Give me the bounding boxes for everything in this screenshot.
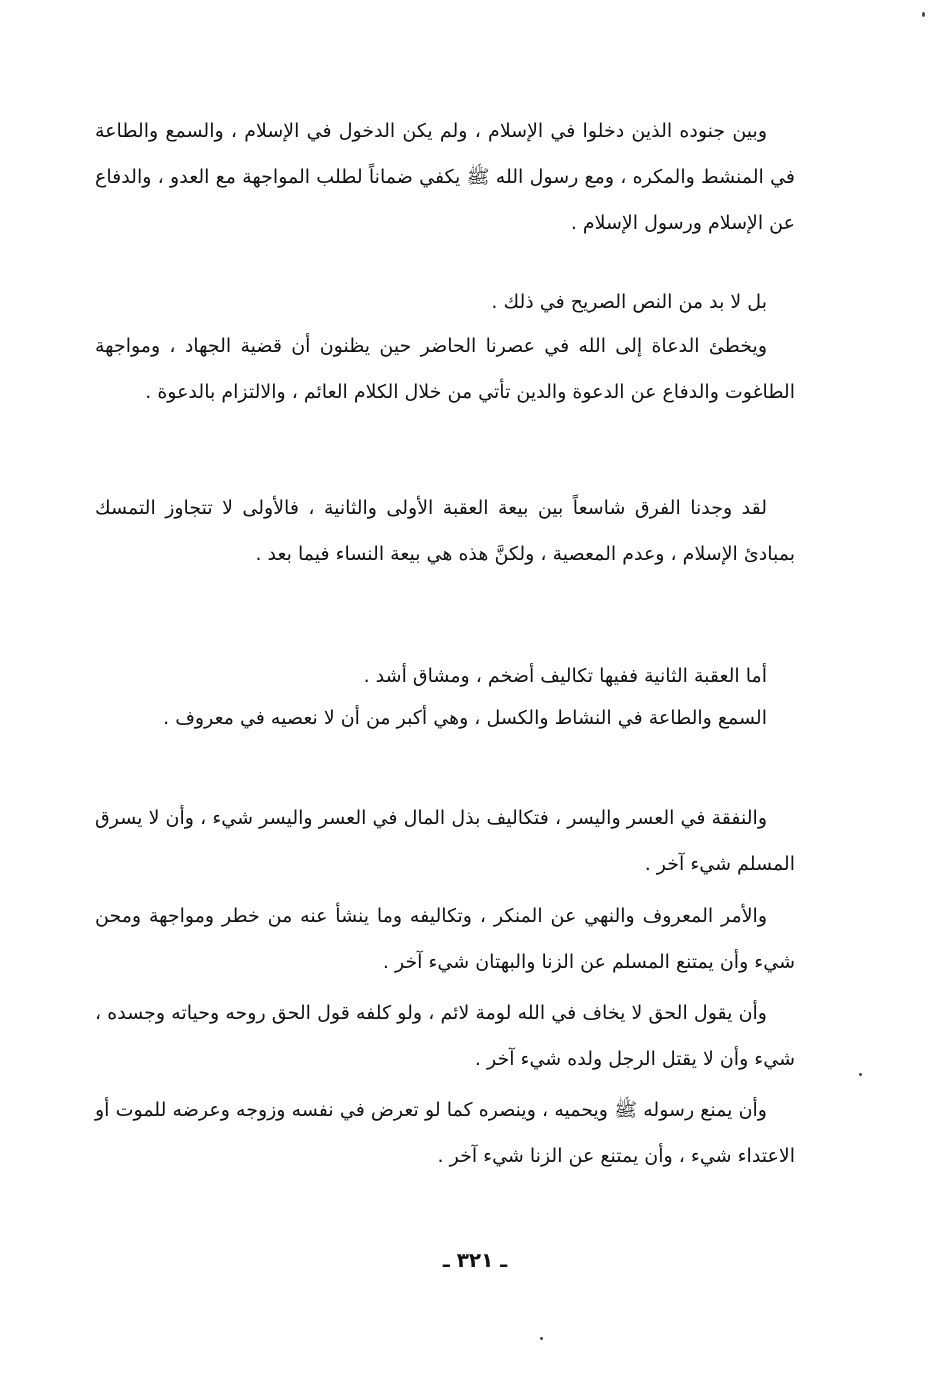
paragraph xyxy=(95,695,795,741)
paragraph-text: والأمر المعروف والنهي عن المنكر ، وتكاليفه وما ينشأ عنه من خطر ومواجهة ومحن شيء وأن يمتنع المسلم عن الزنا والبهتان شيء آخر . xyxy=(95,905,795,973)
paragraph-text: بل لا بد من النص الصريح في ذلك . xyxy=(491,291,767,313)
paragraph xyxy=(95,795,795,887)
paragraph-text: السمع والطاعة في النشاط والكسل ، وهي أكبر من أن لا نعصيه في معروف . xyxy=(163,707,767,729)
paragraph xyxy=(95,1087,795,1179)
paragraph xyxy=(95,990,795,1082)
paragraph-text: وبين جنوده الذين دخلوا في الإسلام ، ولم يكن الدخول في الإسلام ، والسمع والطاعة في المنشط والمكره ، ومع رسول الله ﷺ يكفي ضماناً لطلب المواجهة مع العدو ، والدفاع عن الإسلام ورسول الإسلام . xyxy=(95,120,795,234)
paragraph xyxy=(95,323,795,415)
paragraph xyxy=(95,653,795,699)
paragraph-text: وأن يمنع رسوله ﷺ ويحميه ، وينصره كما لو تعرض في نفسه وزوجه وعرضه للموت أو الاعتداء شيء ، وأن يمتنع عن الزنا شيء آخر . xyxy=(95,1099,795,1167)
paragraph xyxy=(95,108,795,246)
scan-speck xyxy=(922,12,925,17)
paragraph-text: والنفقة في العسر واليسر ، فتكاليف بذل المال في العسر واليسر شيء ، وأن لا يسرق المسلم شيء آخر . xyxy=(95,807,795,875)
paragraph xyxy=(95,893,795,985)
scan-speck xyxy=(859,1073,862,1076)
paragraph-text: وأن يقول الحق لا يخاف في الله لومة لائم ، ولو كلفه قول الحق روحه وحياته وجسده ، شيء وأن لا يقتل الرجل ولده شيء آخر . xyxy=(95,1002,795,1070)
paragraph xyxy=(95,279,795,325)
paragraph-text: أما العقبة الثانية ففيها تكاليف أضخم ، ومشاق أشد . xyxy=(363,665,767,687)
paragraph-text: لقد وجدنا الفرق شاسعاً بين بيعة العقبة الأولى والثانية ، فالأولى لا تتجاوز التمسك بمبادئ الإسلام ، وعدم المعصية ، ولكنَّ هذه هي بيعة النساء فيما بعد . xyxy=(95,497,795,565)
paragraph xyxy=(95,485,795,577)
paragraph-text: ويخطئ الدعاة إلى الله في عصرنا الحاضر حين يظنون أن قضية الجهاد ، ومواجهة الطاغوت والدفاع عن الدعوة والدين تأتي من خلال الكلام العائم ، والالتزام بالدعوة . xyxy=(95,335,795,403)
page-number: ـ ٣٢١ ـ xyxy=(442,1248,508,1272)
scan-speck xyxy=(540,1337,543,1340)
